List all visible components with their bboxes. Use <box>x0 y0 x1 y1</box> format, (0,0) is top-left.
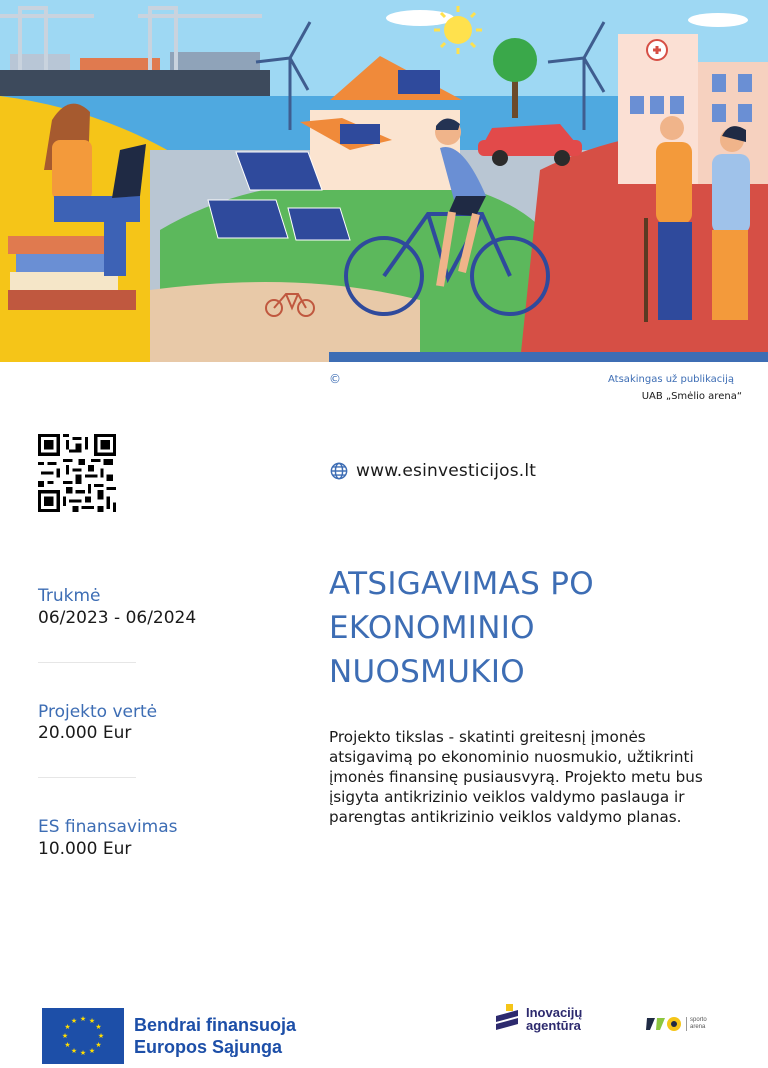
responsible-company: UAB „Smėlio arena“ <box>641 391 742 402</box>
svg-text:★: ★ <box>79 1049 87 1057</box>
copyright-symbol: © <box>329 372 341 386</box>
svg-text:★: ★ <box>64 1023 71 1031</box>
divider <box>38 777 136 778</box>
svg-text:★: ★ <box>88 1017 96 1025</box>
svg-text:★: ★ <box>79 1015 87 1023</box>
sporto-arena-icon <box>646 1016 682 1032</box>
svg-text:★: ★ <box>61 1032 69 1040</box>
duration-label: Trukmė <box>38 586 101 606</box>
eu-cofunding-text <box>134 1014 296 1058</box>
innovation-agency-logo <box>496 1004 582 1034</box>
eu-funding-amount: 10.000 Eur <box>38 839 132 859</box>
svg-text:★: ★ <box>95 1041 102 1049</box>
project-title <box>329 562 729 694</box>
globe-icon <box>330 462 348 480</box>
divider <box>38 662 136 663</box>
qr-code[interactable] <box>38 434 116 512</box>
svg-text:★: ★ <box>95 1023 102 1031</box>
eu-funding-label: ES finansavimas <box>38 817 178 837</box>
innovation-agency-icon <box>496 1004 522 1034</box>
responsible-label: Atsakingas už publikaciją <box>608 374 734 385</box>
eu-cofunding-line: Europos Sąjunga <box>134 1037 283 1057</box>
duration-value: 06/2023 - 06/2024 <box>38 608 197 628</box>
header-illustration <box>0 0 768 362</box>
project-title-line: ATSIGAVIMAS PO <box>329 566 594 602</box>
svg-text:★: ★ <box>64 1041 71 1049</box>
project-value-label: Projekto vertė <box>38 702 158 722</box>
sporto-arena-line: arena <box>690 1024 706 1030</box>
svg-text:★: ★ <box>88 1047 96 1055</box>
sporto-arena-logo <box>646 1016 707 1032</box>
svg-text:★: ★ <box>70 1017 78 1025</box>
project-value-amount: 20.000 Eur <box>38 723 132 743</box>
project-title-line: EKONOMINIO <box>329 610 535 646</box>
project-title-line: NUOSMUKIO <box>329 654 525 690</box>
svg-text:★: ★ <box>97 1032 105 1040</box>
innovation-agency-line: Inovacijų <box>526 1005 583 1020</box>
website-link[interactable] <box>330 461 536 481</box>
header-accent-bar <box>329 352 768 362</box>
eu-cofunding-line: Bendrai finansuoja <box>134 1015 297 1035</box>
project-description: Projekto tikslas - skatinti greitesnį įmonės atsigavimą po ekonominio nuosmukio, užtikrinti įmonės finansinę pusiausvyrą. Projekto metu bus įsigyta antikrizinio veiklos valdymo paslauga ir parengtas antikrizinio veiklos valdymo planas. <box>329 728 703 826</box>
eu-flag-icon <box>42 1008 124 1064</box>
sporto-arena-line: sporto <box>690 1017 707 1023</box>
website-url[interactable]: www.esinvesticijos.lt <box>356 461 537 481</box>
innovation-agency-line: agentūra <box>526 1018 581 1033</box>
svg-text:★: ★ <box>70 1047 78 1055</box>
